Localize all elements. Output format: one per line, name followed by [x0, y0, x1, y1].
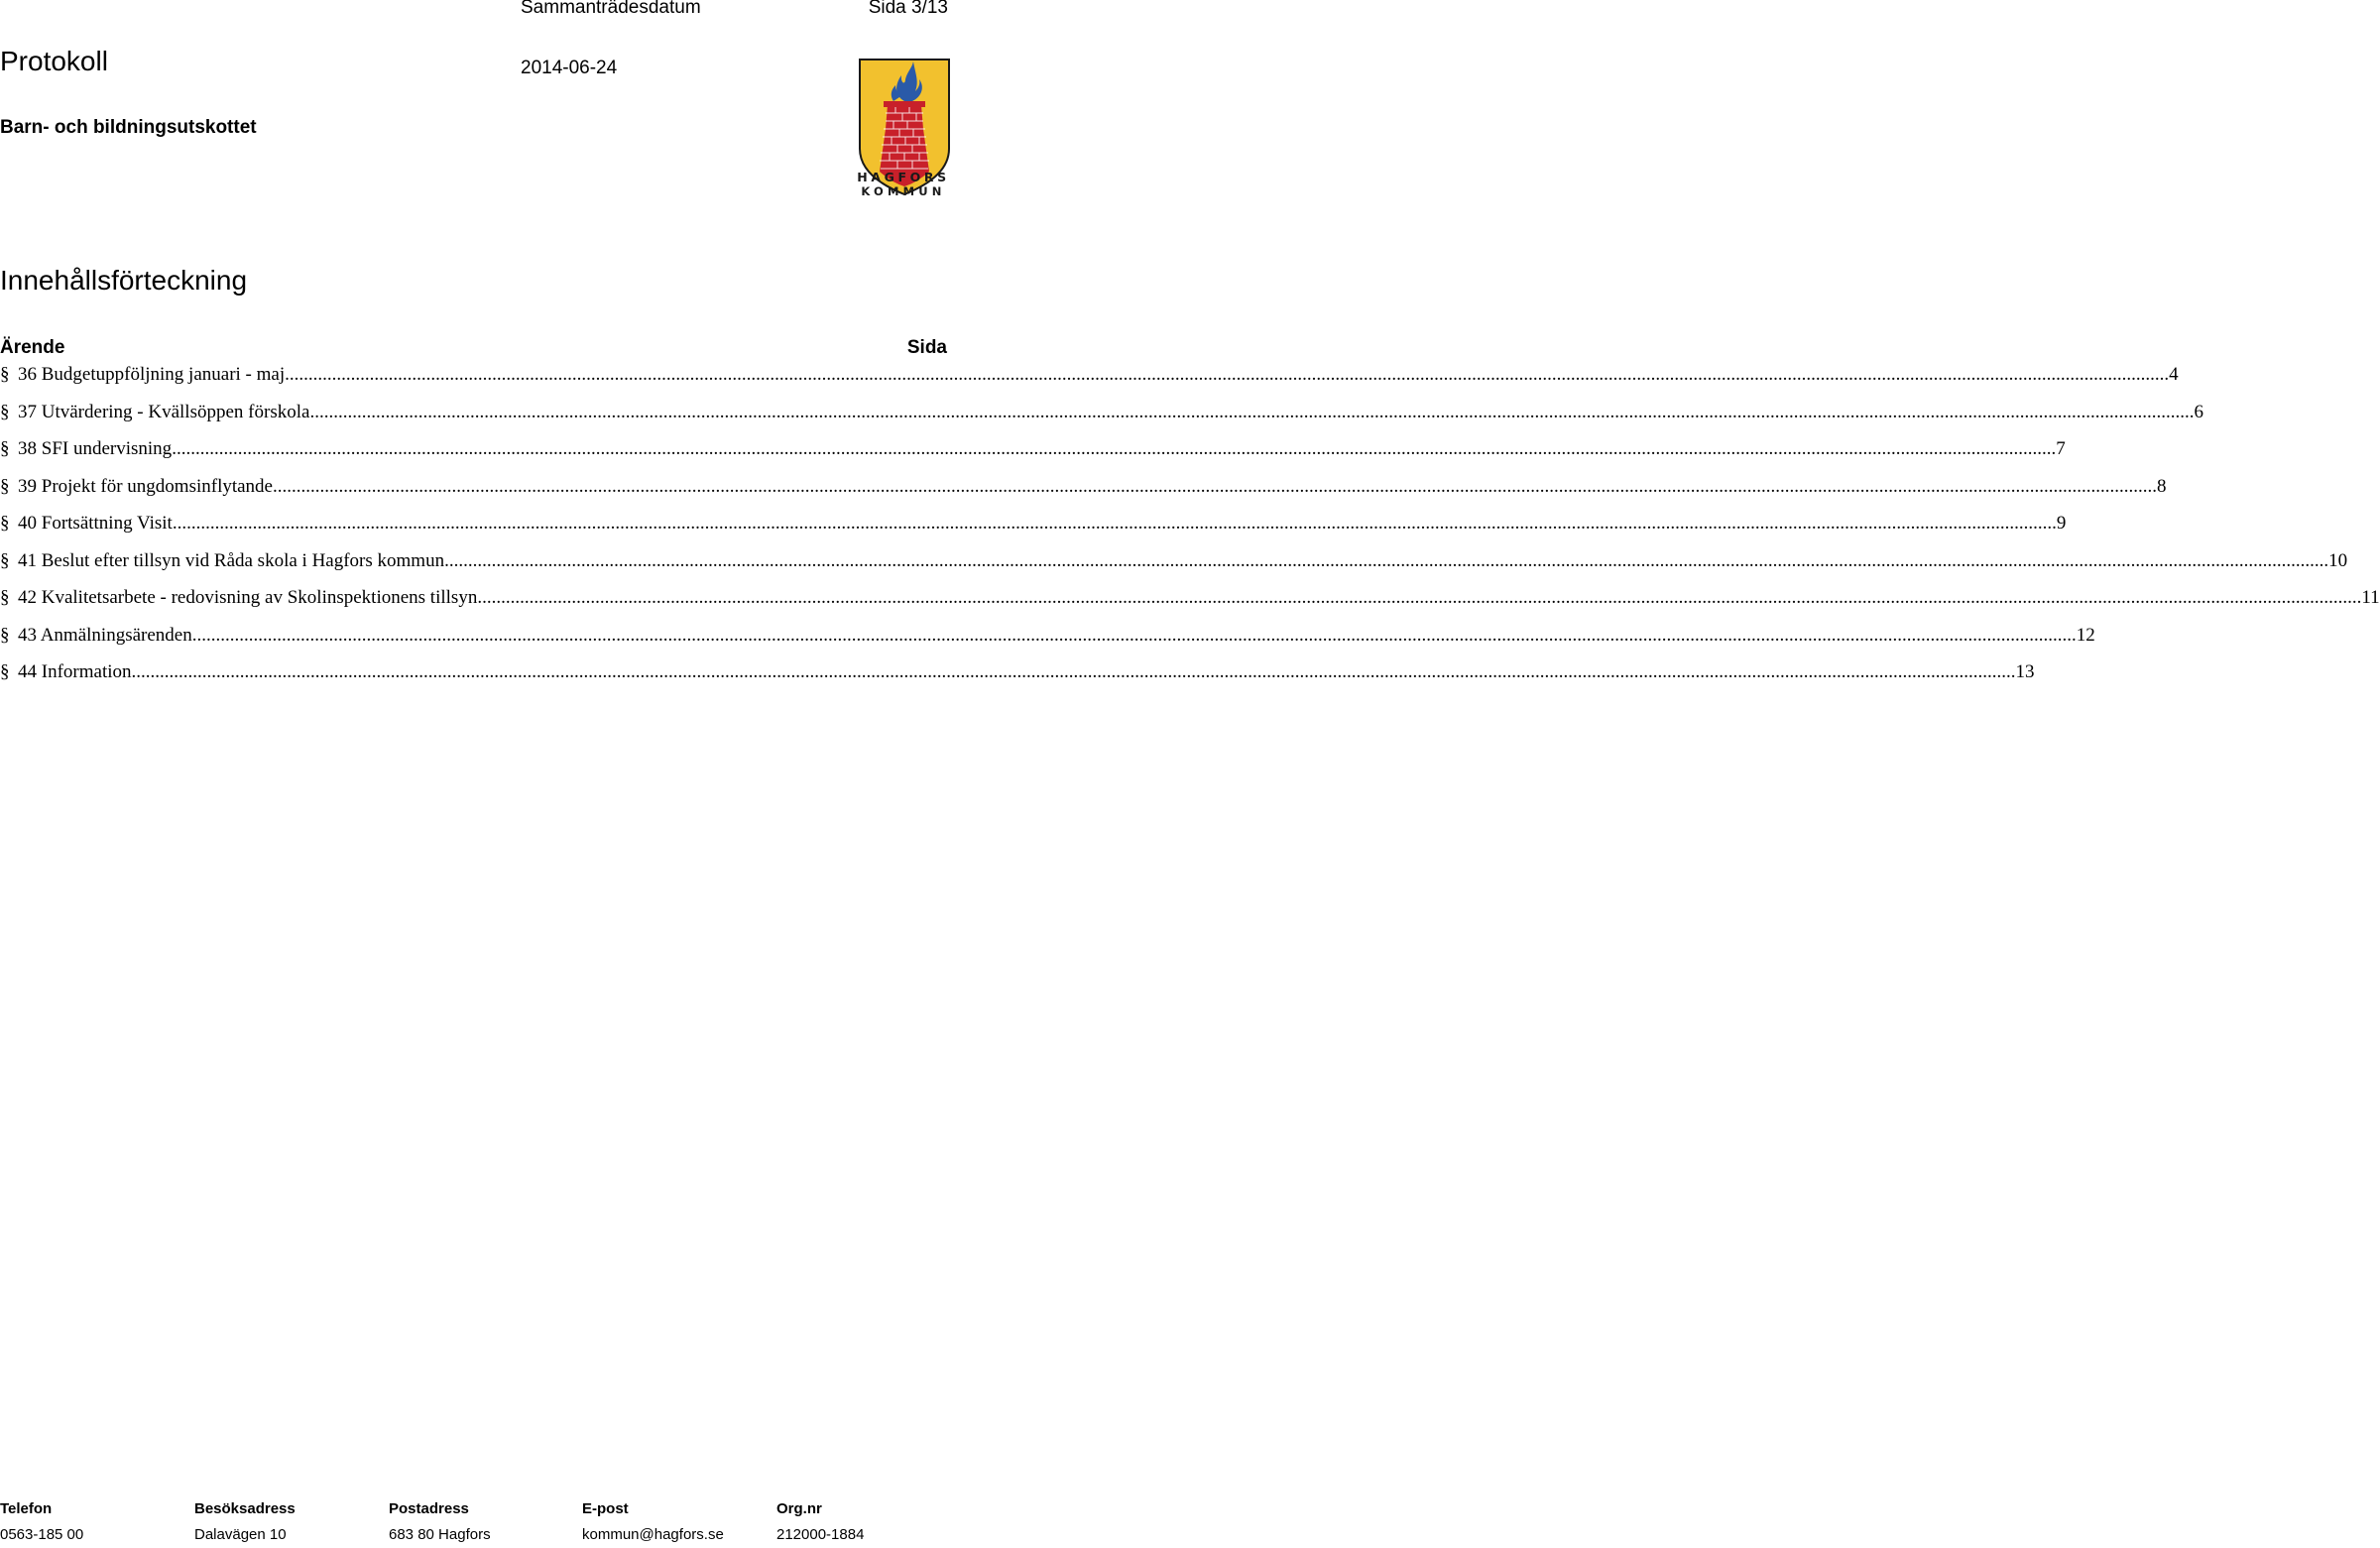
footer-org-number: 212000-1884 — [776, 1526, 865, 1543]
toc-entry-page: 11 — [2361, 587, 2380, 608]
toc-entry[interactable] — [0, 364, 2179, 402]
section-sign: § — [0, 661, 10, 682]
toc-list — [0, 364, 2380, 699]
section-sign: § — [0, 587, 10, 608]
toc-column-item: Ärende — [0, 337, 65, 358]
meeting-date: 2014-06-24 — [521, 58, 618, 78]
toc-entry-title: 37 Utvärdering - Kvällsöppen förskola — [18, 401, 310, 422]
toc-leader-dots: ................................................................................................................................................................................................................................................................................................................................................................................................................ — [477, 587, 2362, 608]
toc-entry-page: 6 — [2194, 401, 2203, 422]
toc-entry-page: 12 — [2076, 624, 2095, 646]
toc-entry-page: 9 — [2056, 513, 2067, 534]
toc-column-page: Sida — [906, 337, 947, 358]
footer-email-label: E-post — [582, 1500, 629, 1517]
document-type-title: Protokoll — [0, 46, 108, 76]
section-sign: § — [0, 624, 10, 646]
section-sign: § — [0, 438, 10, 459]
toc-entry[interactable] — [0, 513, 2067, 550]
toc-entry[interactable] — [0, 661, 2035, 699]
toc-leader-dots: ................................................................................................................................................................................................................................................................................................................................................................................................................ — [285, 364, 2170, 385]
footer-postal-address: 683 80 Hagfors — [389, 1526, 491, 1543]
toc-entry[interactable] — [0, 587, 2380, 625]
toc-entry-page: 8 — [2157, 475, 2167, 497]
footer-phone-label: Telefon — [0, 1500, 53, 1517]
toc-entry-page: 13 — [2015, 661, 2035, 682]
toc-entry-page: 10 — [2328, 549, 2348, 571]
toc-leader-dots: ................................................................................................................................................................................................................................................................................................................................................................................................................ — [172, 513, 2057, 534]
toc-entry[interactable] — [0, 438, 2066, 476]
toc-leader-dots: ................................................................................................................................................................................................................................................................................................................................................................................................................ — [191, 624, 2077, 646]
footer-visit-address: Dalavägen 10 — [194, 1526, 287, 1543]
toc-entry-title: 39 Projekt för ungdomsinflytande — [18, 475, 273, 497]
toc-leader-dots: ................................................................................................................................................................................................................................................................................................................................................................................................................ — [444, 549, 2329, 571]
section-sign: § — [0, 513, 10, 534]
toc-entry-title: 36 Budgetuppföljning januari - maj — [18, 364, 286, 385]
toc-entry-title: 40 Fortsättning Visit — [18, 513, 173, 534]
logo-wordmark — [855, 171, 952, 199]
logo-line-hagfors: HAGFORS — [857, 170, 950, 184]
meeting-date-label: Sammanträdesdatum — [521, 0, 701, 18]
footer-email[interactable]: kommun@hagfors.se — [582, 1526, 724, 1543]
toc-entry-title: 41 Beslut efter tillsyn vid Råda skola i Hagfors kommun — [18, 549, 445, 571]
toc-leader-dots: ................................................................................................................................................................................................................................................................................................................................................................................................................ — [309, 401, 2195, 422]
toc-entry-title: 42 Kvalitetsarbete - redovisning av Skolinspektionens tillsyn — [18, 587, 478, 608]
committee-name: Barn- och bildningsutskottet — [0, 117, 257, 138]
toc-title: Innehållsförteckning — [0, 265, 248, 296]
toc-entry[interactable] — [0, 401, 2203, 439]
logo-line-kommun: KOMMUN — [861, 184, 946, 198]
toc-entry-title: 43 Anmälningsärenden — [18, 624, 192, 646]
toc-entry-page: 4 — [2169, 364, 2179, 385]
footer-postal-label: Postadress — [389, 1500, 469, 1517]
section-sign: § — [0, 475, 10, 497]
page-number: Sida 3/13 — [868, 0, 948, 18]
toc-entry-title: 44 Information — [18, 661, 132, 682]
section-sign: § — [0, 549, 10, 571]
footer-visit-label: Besöksadress — [194, 1500, 296, 1517]
toc-entry[interactable] — [0, 549, 2348, 588]
toc-leader-dots: ................................................................................................................................................................................................................................................................................................................................................................................................................ — [273, 475, 2157, 497]
toc-entry[interactable] — [0, 475, 2167, 514]
section-sign: § — [0, 364, 10, 385]
toc-entry[interactable] — [0, 624, 2095, 662]
toc-leader-dots: ................................................................................................................................................................................................................................................................................................................................................................................................................ — [131, 661, 2016, 682]
footer-org-label: Org.nr — [776, 1500, 822, 1517]
toc-entry-title: 38 SFI undervisning — [18, 438, 173, 459]
section-sign: § — [0, 401, 10, 422]
toc-leader-dots: ................................................................................................................................................................................................................................................................................................................................................................................................................ — [172, 438, 2057, 459]
toc-entry-page: 7 — [2056, 438, 2066, 459]
footer-phone: 0563-185 00 — [0, 1526, 84, 1543]
